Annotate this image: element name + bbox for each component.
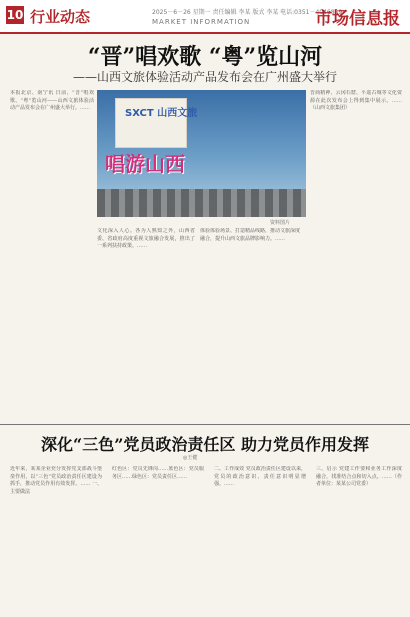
article2-column-2: 红色区：党员先锋岗……蓝色区：党员服务区……绿色区：党员责任区…… xyxy=(112,466,204,480)
section-title: 行业动态 xyxy=(30,8,91,26)
article1-column-3: 体验体验场景、打造精品线路，推动文旅深度融合，提升山西文旅品牌影响力。…… xyxy=(200,228,300,242)
issue-meta: 2025－6－26 星期一 责任编辑 李某 版式 李某 电话:0351－4046889 xyxy=(152,9,343,16)
page-header xyxy=(0,0,410,34)
page-number: 10 xyxy=(6,8,24,22)
article2-column-1: 近年来，某某企业充分发挥党支部战斗堡垒作用，以“三色”党员政治责任区建设为抓手，推动党员作用有效发挥。…… 一、主要做法 xyxy=(10,466,102,495)
article2-title: 深化“三色”党员政治责任区 助力党员作用发挥 xyxy=(41,435,369,454)
section-divider xyxy=(0,424,410,425)
article1-subtitle: ——山西文旅体验活动产品发布会在广州盛大举行 xyxy=(72,70,337,84)
article1-column-4: 晋商精神、云冈石窟、平遥古城等文化资源在此次发布会上得到集中展示。……（山西文旅集团） xyxy=(310,90,402,112)
article2-byline: ◎王健 xyxy=(183,455,198,461)
photo-crowd xyxy=(97,189,306,217)
photo-slogan: 唱游山西 xyxy=(105,152,185,176)
article1-column-2: 文化深入人心。各为人熟知之外，山西省委、省政府高度重视文旅融合发展，推出了一系列扶持政策。…… xyxy=(97,228,195,250)
article1-title: “晋”唱欢歌 “粤”览山河 xyxy=(87,44,323,70)
article1-column-1: 本报北京、南宁讯 日前，“晋”唱欢歌、“粤”览山河——山西文旅体验活动产品发布会在广州盛大举行。…… xyxy=(10,90,94,112)
article2-column-3: 二、工作成效 党员政治责任区建设以来，党员的政治意识、责任意识明显增强。…… xyxy=(214,466,306,488)
photo-caption: 资料图片 xyxy=(270,220,291,226)
section-title-en: MARKET INFORMATION xyxy=(152,18,251,26)
masthead-brand: 市场信息报 xyxy=(315,9,400,29)
photo-logo-text: SXCT 山西文旅 xyxy=(125,108,198,119)
article2-column-4: 三、启示 党建工作要和业务工作深度融合，找准结合点和切入点。……（作者单位：某某公司党委） xyxy=(316,466,402,488)
article1-photo xyxy=(97,90,306,217)
